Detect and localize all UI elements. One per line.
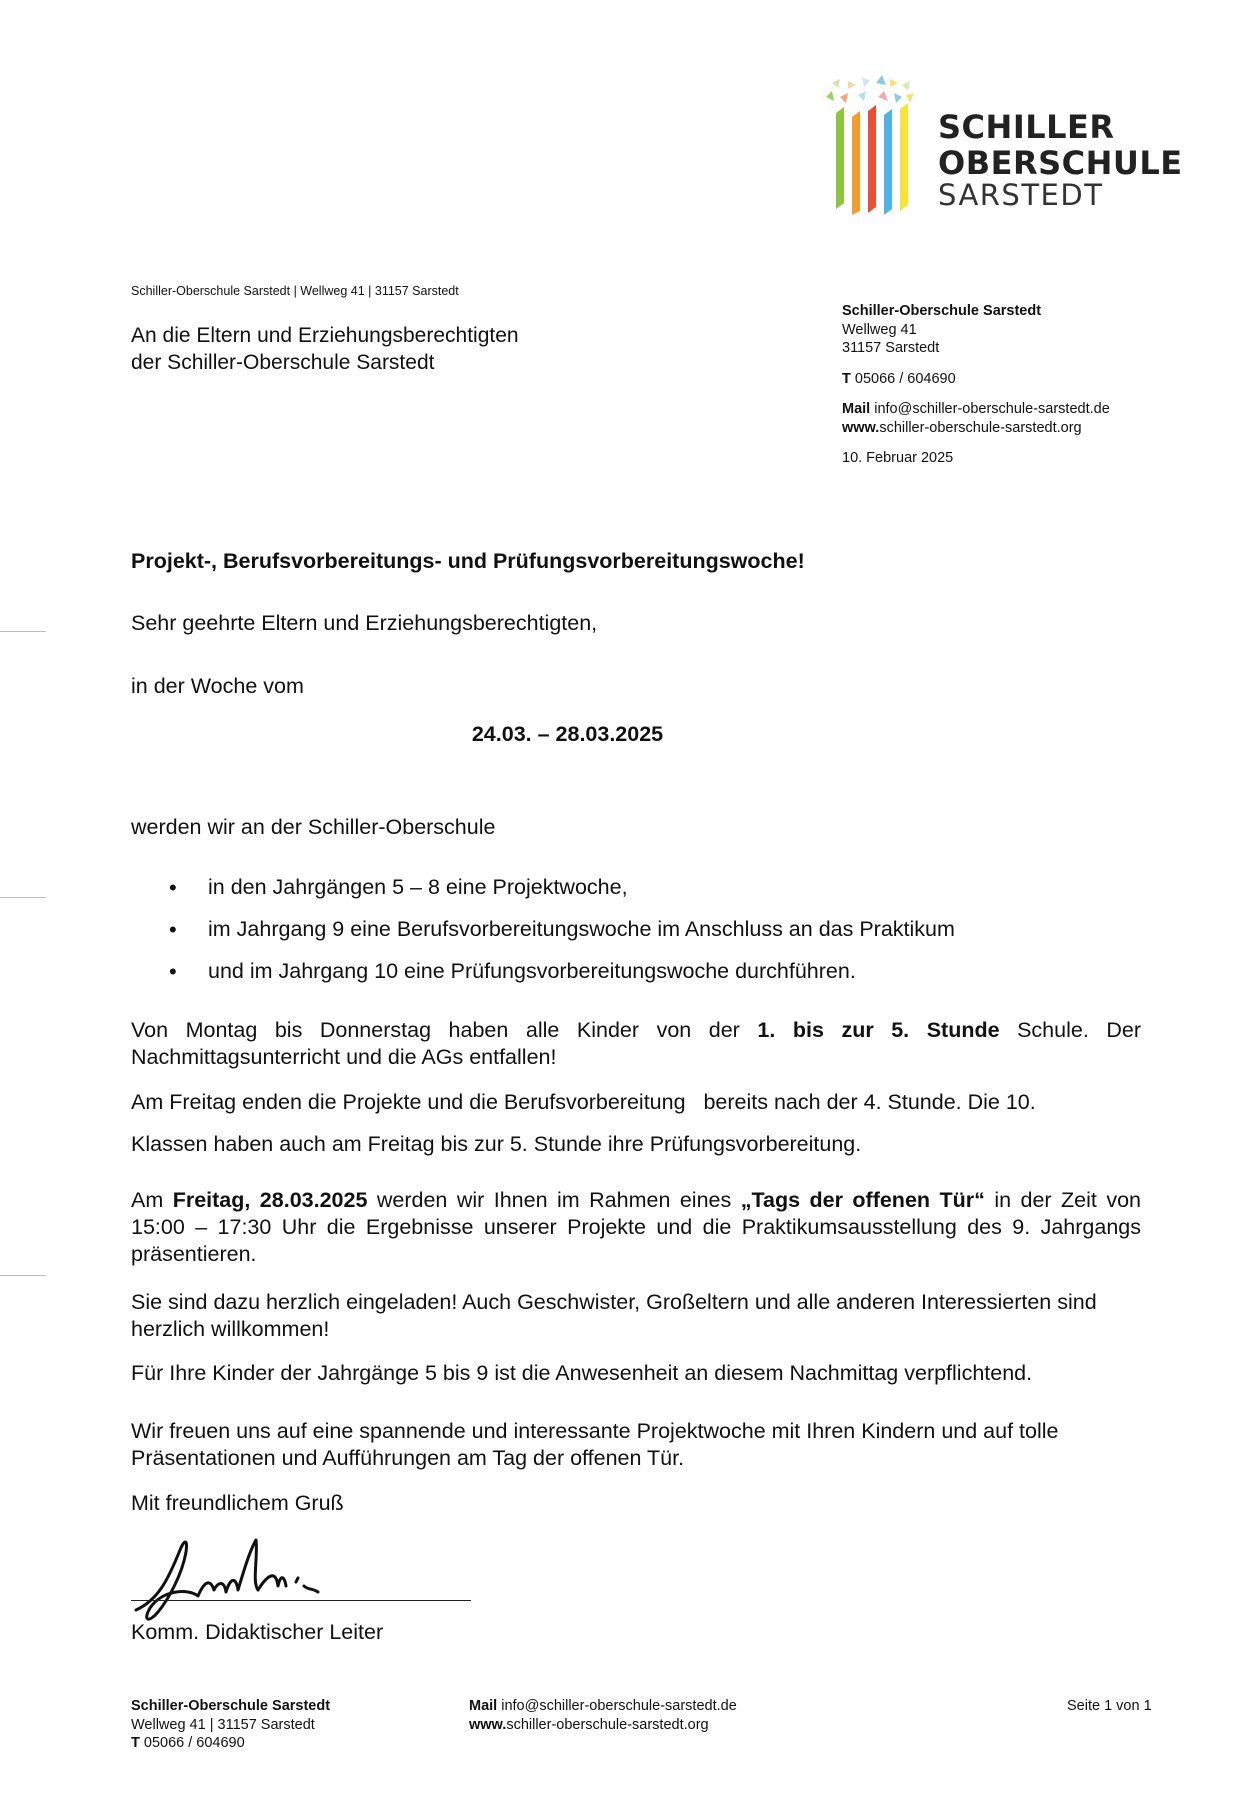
footer-mail-link: info@schiller-oberschule-sarstedt.de (497, 1698, 737, 1714)
list-item: • und im Jahrgang 10 eine Prüfungsvorbereitungswoche durchführen. (131, 958, 1141, 985)
paragraph-friday (131, 1089, 1151, 1158)
p3-text-a: Am (131, 1188, 173, 1212)
footer-address (131, 1697, 330, 1753)
contact-phone (842, 370, 1110, 389)
school-logo (818, 75, 1183, 215)
footer-mail[interactable] (469, 1697, 737, 1716)
p3-date-bold: Freitag, 28.03.2025 (172, 1188, 368, 1212)
footer-mail-label: Mail (469, 1698, 498, 1714)
paragraph-open-day (131, 1187, 1141, 1268)
footer-phone (131, 1734, 330, 1753)
contact-phone-value: 05066 / 604690 (850, 370, 956, 387)
paragraph-school-hours (131, 1017, 1141, 1071)
p1-text-bold: 1. bis zur 5. Stunde (757, 1018, 1000, 1042)
bullet-list (131, 874, 1141, 1000)
contact-web-prefix: www. (842, 419, 880, 436)
p2-line-1: Am Freitag enden die Projekte und die Berufsvorbereitung bereits nach der 4. Stunde. Die 10. (131, 1090, 1036, 1114)
letter-subject: Projekt-, Berufsvorbereitungs- und Prüfungsvorbereitungswoche! (131, 549, 805, 573)
logo-text-sarstedt: SARSTEDT (938, 178, 1104, 212)
recipient-address (131, 322, 519, 376)
page-number: Seite 1 von 1 (1067, 1698, 1152, 1714)
p1-text-a: Von Montag bis Donnerstag haben alle Kinder von der (131, 1018, 758, 1042)
contact-mail-link[interactable]: info@schiller-oberschule-sarstedt.de (870, 401, 1110, 417)
signer-title: Komm. Didaktischer Leiter (131, 1620, 384, 1644)
handwritten-signature (128, 1530, 358, 1630)
paragraph-attendance: Für Ihre Kinder der Jahrgänge 5 bis 9 ist die Anwesenheit an diesem Nachmittag verpflichtend. (131, 1361, 1033, 1385)
paragraph-closing-wish: Wir freuen uns auf eine spannende und interessante Projektwoche mit Ihren Kindern und auf tolle Präsentationen und Aufführungen am Tag der offenen Tür. (131, 1419, 1059, 1470)
signature-line (131, 1600, 471, 1601)
footer-online (469, 1697, 737, 1734)
p1-text-c: Schule. Der Nachmittagsunterricht und die AGs entfallen! (131, 1018, 1141, 1069)
letter-salutation: Sehr geehrte Eltern und Erziehungsberechtigten, (131, 611, 598, 635)
recipient-line-2: der Schiller-Oberschule Sarstedt (131, 351, 435, 374)
sender-return-line: Schiller-Oberschule Sarstedt | Wellweg 41 | 31157 Sarstedt (131, 284, 459, 298)
contact-street: Wellweg 41 (842, 321, 917, 338)
footer-web-prefix: www. (469, 1716, 507, 1733)
week-date-range: 24.03. – 28.03.2025 (471, 722, 664, 746)
contact-mail (842, 400, 1110, 419)
letter-date: 10. Februar 2025 (842, 450, 954, 466)
paragraph-invitation: Sie sind dazu herzlich eingeladen! Auch Geschwister, Großeltern und alle anderen Interessierten sind herzlich willkommen! (131, 1290, 1097, 1341)
list-item: • in den Jahrgängen 5 – 8 eine Projektwoche, (131, 874, 1141, 901)
footer-school-name: Schiller-Oberschule Sarstedt (131, 1698, 331, 1714)
contact-city: 31157 Sarstedt (842, 340, 940, 356)
p2-line-2: Klassen haben auch am Freitag bis zur 5. Stunde ihre Prüfungsvorbereitung. (131, 1132, 862, 1156)
logo-text-oberschule: OBERSCHULE (938, 144, 1183, 182)
footer-web-domain: schiller-oberschule-sarstedt.org (506, 1716, 709, 1733)
letter-lead: werden wir an der Schiller-Oberschule (131, 815, 496, 839)
letter-closing: Mit freundlichem Gruß (131, 1491, 344, 1515)
p3-event-bold: „Tags der offenen Tür“ (740, 1188, 985, 1212)
logo-text-schiller: SCHILLER (938, 108, 1115, 146)
footer-phone-label: T (131, 1735, 140, 1751)
footer-phone-value: 05066 / 604690 (139, 1735, 245, 1751)
p3-text-e: in der Zeit von 15:00 – 17:30 Uhr die Ergebnisse unserer Projekte und die Praktikumsausstellung des 9. Jahrgangs präsentieren. (131, 1188, 1141, 1266)
recipient-line-1: An die Eltern und Erziehungsberechtigten (131, 324, 519, 347)
fold-mark-middle (0, 897, 46, 898)
contact-school-name: Schiller-Oberschule Sarstedt (842, 303, 1042, 319)
contact-phone-label: T (842, 370, 851, 387)
contact-block (842, 302, 1110, 468)
footer-website[interactable] (469, 1716, 737, 1735)
p3-text-c: werden wir Ihnen im Rahmen eines (367, 1188, 741, 1212)
letter-intro: in der Woche vom (131, 674, 304, 698)
contact-mail-label: Mail (842, 401, 871, 417)
contact-web-domain: schiller-oberschule-sarstedt.org (879, 419, 1082, 436)
contact-website[interactable] (842, 419, 1110, 438)
logo-graphic-icon (818, 75, 928, 215)
fold-mark-top (0, 631, 46, 632)
footer-street-city: Wellweg 41 | 31157 Sarstedt (131, 1716, 315, 1733)
fold-mark-bottom (0, 1275, 46, 1276)
list-item: • im Jahrgang 9 eine Berufsvorbereitungswoche im Anschluss an das Praktikum (131, 916, 1141, 943)
